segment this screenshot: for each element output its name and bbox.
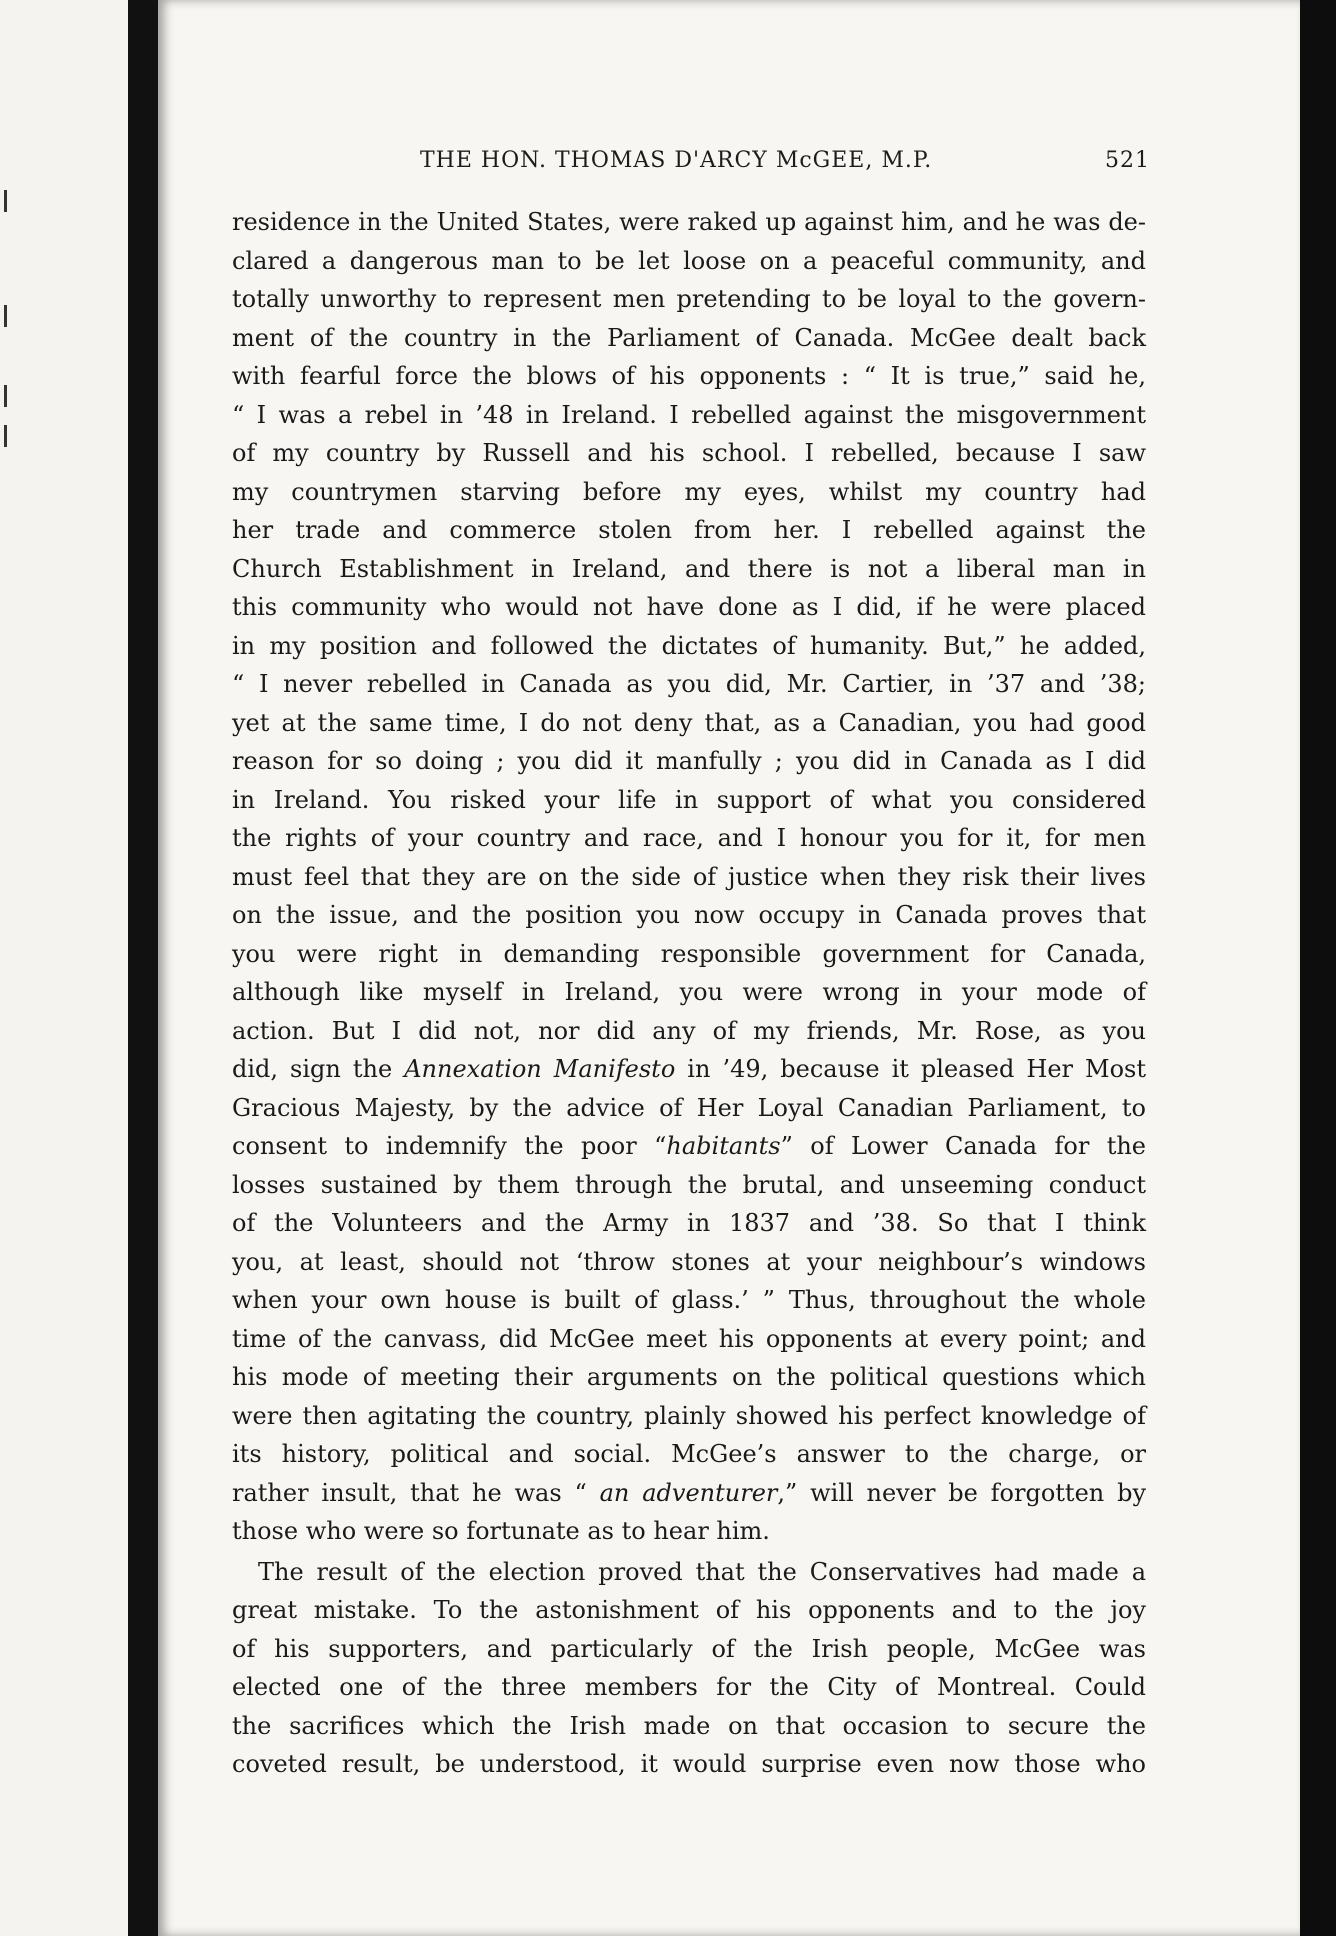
text-line: totally unworthy to represent men pretending to be loyal to the govern- xyxy=(232,285,1146,313)
text-line: of his supporters, and particularly of the Irish people, McGee was xyxy=(232,1634,1146,1663)
text-line: in my position and followed the dictates of humanity. But,” he added, xyxy=(232,631,1146,660)
page-number: 521 xyxy=(1105,148,1150,173)
text-line: “ I never rebelled in Canada as you did, Mr. Cartier, in ’37 and ’38; xyxy=(232,670,1146,698)
text-line: clared a dangerous man to be let loose on a peaceful community, and xyxy=(232,246,1146,275)
book-binding xyxy=(128,0,158,1936)
page-body xyxy=(232,203,1146,1784)
text-run: in ’49, because it pleased Her Most xyxy=(675,1055,1146,1083)
text-line: action. But I did not, nor did any of my friends, Mr. Rose, as you xyxy=(232,1016,1146,1045)
text-line: The result of the election proved that the Conservatives had made a xyxy=(258,1557,1146,1586)
italic-title: Annexation Manifesto xyxy=(404,1055,676,1083)
text-line: his mode of meeting their arguments on the political questions which xyxy=(232,1363,1146,1391)
text-line: with fearful force the blows of his opponents : “ It is true,” said he, xyxy=(232,362,1146,390)
adjacent-page-mark xyxy=(4,190,7,212)
text-run: ,” will never be forgotten by xyxy=(777,1478,1146,1507)
page-edge-shadow xyxy=(1300,0,1336,1936)
text-line: this community who would not have done as I did, if he were placed xyxy=(232,593,1146,621)
text-line xyxy=(232,1050,1146,1089)
text-line: time of the canvass, did McGee meet his opponents at every point; and xyxy=(232,1324,1146,1353)
text-line: ment of the country in the Parliament of Canada. McGee dealt back xyxy=(232,323,1146,352)
text-line: when your own house is built of glass.’ ” Thus, throughout the whole xyxy=(232,1286,1146,1314)
text-line: although like myself in Ireland, you were wrong in your mode of xyxy=(232,978,1146,1006)
text-run: did, sign the xyxy=(232,1055,405,1083)
text-line: her trade and commerce stolen from her. I rebelled against the xyxy=(232,516,1146,544)
text-line: residence in the United States, were raked up against him, and he was de- xyxy=(232,208,1146,236)
text-line: you were right in demanding responsible government for Canada, xyxy=(232,939,1146,968)
adjacent-page-edge xyxy=(0,0,128,1936)
text-run: ” of Lower Canada for the xyxy=(780,1132,1146,1160)
text-line: its history, political and social. McGee’s answer to the charge, or xyxy=(232,1440,1146,1468)
text-line: you, at least, should not ‘throw stones at your neighbour’s windows xyxy=(232,1247,1146,1276)
paragraph xyxy=(232,203,1146,1551)
text-line: great mistake. To the astonishment of his opponents and to the joy xyxy=(232,1596,1146,1624)
text-line: elected one of the three members for the City of Montreal. Could xyxy=(232,1673,1146,1701)
text-line: “ I was a rebel in ’48 in Ireland. I rebelled against the misgovernment xyxy=(232,400,1146,429)
italic-term: habitants xyxy=(666,1132,781,1160)
text-line: the sacrifices which the Irish made on that occasion to secure the xyxy=(232,1711,1146,1740)
text-line: must feel that they are on the side of justice when they risk their lives xyxy=(232,862,1146,891)
text-line: Gracious Majesty, by the advice of Her Loyal Canadian Parliament, to xyxy=(232,1093,1146,1122)
adjacent-page-mark xyxy=(4,305,7,327)
running-header xyxy=(236,148,1150,184)
text-line: of my country by Russell and his school. I rebelled, because I saw xyxy=(232,439,1146,467)
text-line: those who were so fortunate as to hear him. xyxy=(232,1517,770,1545)
adjacent-page-mark xyxy=(4,385,7,407)
text-line: the rights of your country and race, and I honour you for it, for men xyxy=(232,824,1146,852)
text-line: coveted result, be understood, it would surprise even now those who xyxy=(232,1750,1146,1778)
running-title: THE HON. THOMAS D'ARCY McGEE, M.P. xyxy=(420,148,933,173)
text-line: Church Establishment in Ireland, and there is not a liberal man in xyxy=(232,554,1146,583)
text-line xyxy=(232,1127,1146,1166)
text-line: were then agitating the country, plainly showed his perfect knowledge of xyxy=(232,1401,1146,1430)
text-line: of the Volunteers and the Army in 1837 and ’38. So that I think xyxy=(232,1209,1146,1237)
text-line: losses sustained by them through the brutal, and unseeming conduct xyxy=(232,1170,1146,1199)
text-line: yet at the same time, I do not deny that, as a Canadian, you had good xyxy=(232,708,1146,737)
text-run: consent to indemnify the poor “ xyxy=(232,1132,667,1160)
text-line xyxy=(232,1474,1146,1513)
text-line: my countrymen starving before my eyes, whilst my country had xyxy=(232,477,1146,506)
paragraph xyxy=(232,1553,1146,1784)
text-run: rather insult, that he was “ xyxy=(232,1478,600,1507)
text-line: reason for so doing ; you did it manfully ; you did in Canada as I did xyxy=(232,747,1146,775)
text-line: on the issue, and the position you now occupy in Canada proves that xyxy=(232,901,1146,929)
adjacent-page-mark xyxy=(4,425,7,447)
text-line: in Ireland. You risked your life in support of what you considered xyxy=(232,785,1146,814)
italic-quote: an adventurer xyxy=(599,1478,778,1507)
